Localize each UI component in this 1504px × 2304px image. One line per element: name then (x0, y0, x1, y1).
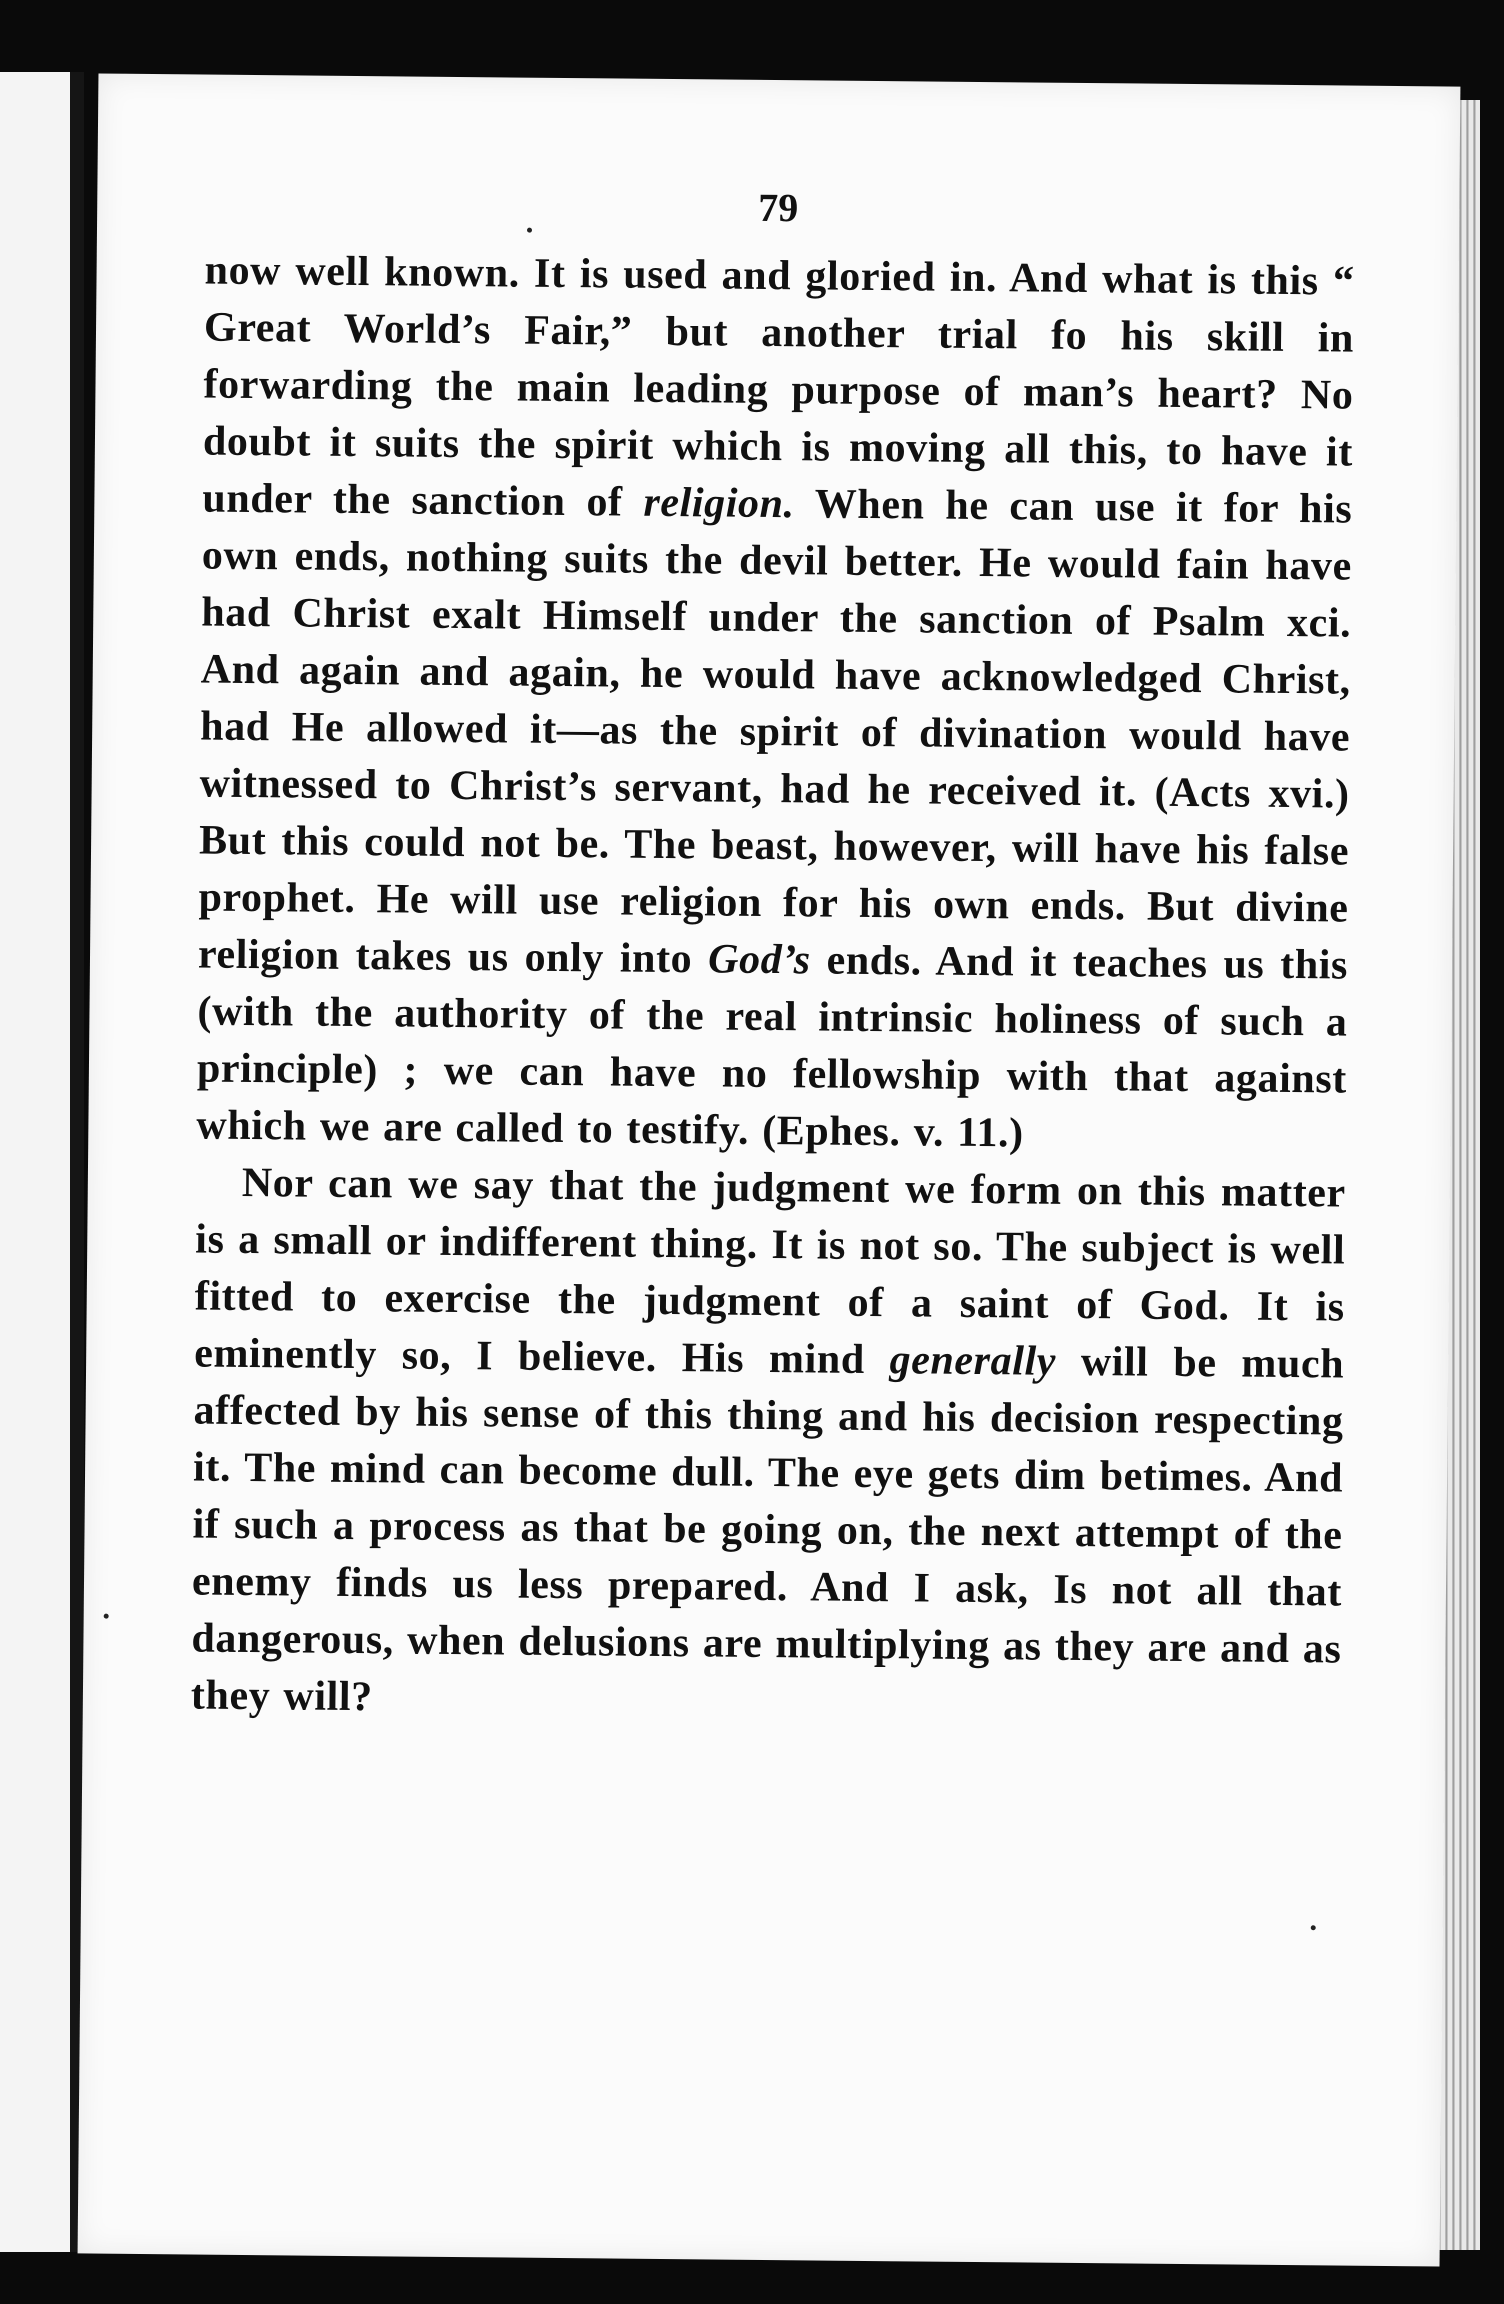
text-run: now well known. It is used and gloried in. And what is this “ Great World’s Fair,” but another trial fo his skill in forwarding the main leading purpose of man’s heart? No doubt it suits the spirit which is moving all this, to have it under the sanction of (202, 247, 1355, 526)
italic-text: generally (889, 1337, 1057, 1385)
paragraph (196, 243, 1355, 1166)
body-text (191, 243, 1355, 1736)
text-run: Nor can we say that the judgment we form on this matter is a small or indifferent thing. It is not so. The subject is well fitted to exercise the judgment of a saint of God. It is eminently so, I believe. His mind (193, 1159, 1347, 1384)
ink-speck (104, 1614, 109, 1619)
paragraph (191, 1155, 1346, 1736)
italic-text: religion. (643, 479, 795, 528)
ink-speck (527, 228, 532, 233)
facing-page-edge (0, 72, 84, 2252)
book-page (78, 74, 1461, 2267)
text-run: will be much affected by his sense of this thing and his decision respecting it. The mind can become dull. The eye gets dim betimes. And if such a process as that be going on, the next attempt of the enemy finds us less prepared. And I ask, Is not all that dangerous, when delusions are multiplying as they are and as they will? (190, 1338, 1345, 1721)
text-run: ends. And it teaches us this (with the authority of the real intrinsic holiness of such a principle) ; we can have no fellowship with that against which we are called to testify. (Ephes. v. 11.) (196, 937, 1349, 1157)
text-run: When he can use it for his own ends, nothing suits the devil better. He would fain have had Christ exalt Himself under the sanction of Psalm xci. And again and again, he would have acknowledged Christ, had He allowed it—as the spirit of divination would have witnessed to Christ’s servant, had he received it. (Acts xvi.) But this could not be. The beast, however, will have his false prophet. He will use religion for his own ends. But divine religion takes us only into (197, 481, 1353, 983)
italic-text: God’s (707, 936, 811, 984)
ink-speck (1311, 1925, 1316, 1930)
page-number: 79 (758, 184, 799, 231)
